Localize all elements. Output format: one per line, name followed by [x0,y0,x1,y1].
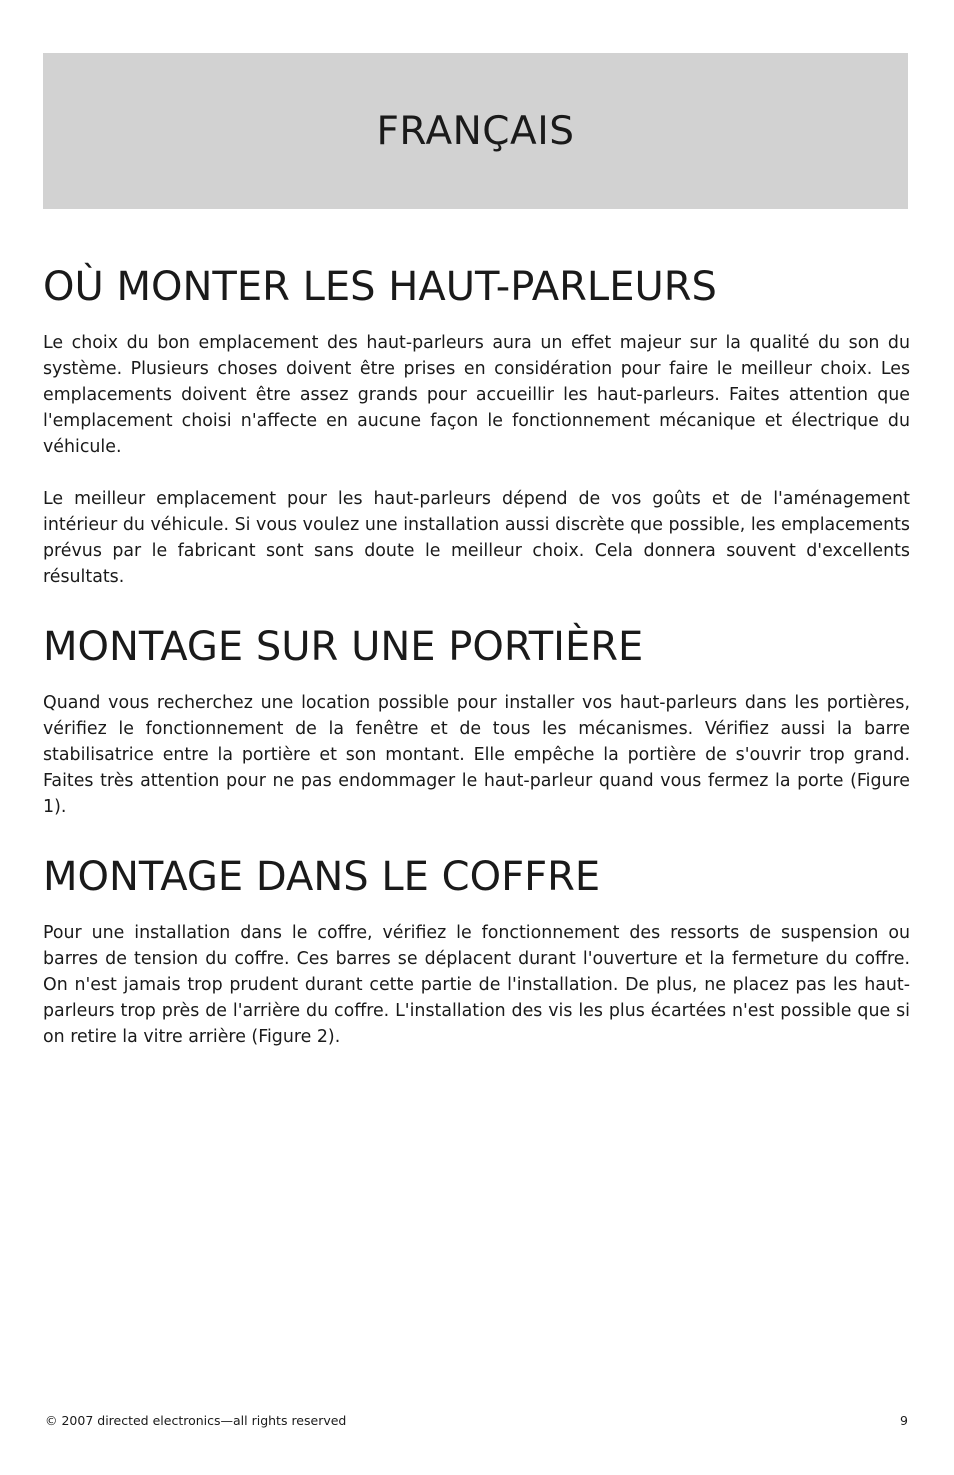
page-number: 9 [900,1413,908,1428]
paragraph: Quand vous recherchez une location possible pour installer vos haut-parleurs dans les portières, vérifiez le fonctionnement de la fenêtre et de tous les mécanismes. Vérifiez aussi la barre stabilisatrice entre la portière et son montant. Elle empêche la portière de s'ouvrir trop grand. Faites très attention pour ne pas endommager le haut-parleur quand vous fermez la porte (Figure 1). [43,693,910,817]
page-content [43,258,910,1078]
section-heading: MONTAGE DANS LE COFFRE [43,854,601,900]
copyright-text: © 2007 directed electronics—all rights reserved [45,1413,347,1428]
page-footer [45,1413,908,1428]
section-trunk-mounting [43,848,910,1050]
section-heading: OÙ MONTER LES HAUT-PARLEURS [43,264,717,310]
section-where-to-mount [43,258,910,590]
paragraph: Pour une installation dans le coffre, vérifiez le fonctionnement des ressorts de suspension ou barres de tension du coffre. Ces barres se déplacent durant l'ouverture et la fermeture du coffre. On n'est jamais trop prudent durant cette partie de l'installation. De plus, ne placez pas les haut-parleurs trop près de l'arrière du coffre. L'installation des vis les plus écartées n'est possible que si on retire la vitre arrière (Figure 2). [43,923,910,1047]
paragraph: Le meilleur emplacement pour les haut-parleurs dépend de vos goûts et de l'aménagement intérieur du véhicule. Si vous voulez une installation aussi discrète que possible, les emplacements prévus par le fabricant sont sans doute le meilleur choix. Cela donnera souvent d'excellents résultats. [43,489,910,587]
paragraph: Le choix du bon emplacement des haut-parleurs aura un effet majeur sur la qualité du son du système. Plusieurs choses doivent être prises en considération pour faire le meilleur choix. Les emplacements doivent être assez grands pour accueillir les haut-parleurs. Faites attention que l'emplacement choisi n'affecte en aucune façon le fonctionnement mécanique et électrique du véhicule. [43,333,910,457]
language-banner [43,53,908,209]
section-door-mounting [43,618,910,820]
section-heading: MONTAGE SUR UNE PORTIÈRE [43,624,644,670]
language-title: FRANÇAIS [376,108,575,154]
